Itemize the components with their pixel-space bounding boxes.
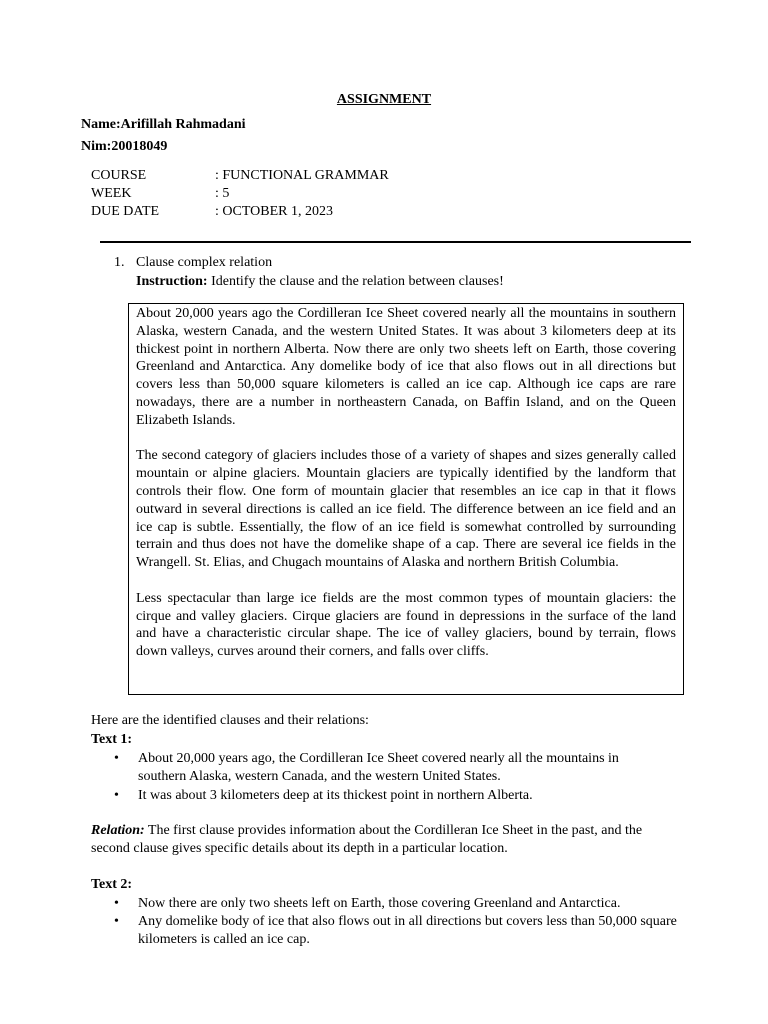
answers-intro: Here are the identified clauses and their relations: <box>91 713 369 728</box>
instruction-text: Identify the clause and the relation between clauses! <box>207 274 504 289</box>
text1-relation <box>91 822 676 858</box>
passage-paragraph-1: About 20,000 years ago the Cordilleran Ice Sheet covered nearly all the mountains in southern Alaska, western Canada, and the western United States. It was about 3 kilometers deep at its thickest point in northern Alberta. Now there are only two sheets left on Earth, those covering Greenland and Antarctica. Any domelike body of ice that also flows out in all directions but covers less than 50,000 square kilometers is called an ice cap. Although ice caps are rare nowadays, there are a number in northeastern Canada, on Baffin Island, and on the Queen Elizabeth Islands. <box>136 306 676 428</box>
text2-heading: Text 2: <box>91 877 133 892</box>
student-name: Name:Arifillah Rahmadani <box>81 117 246 132</box>
list-item <box>114 913 677 949</box>
list-item <box>114 787 674 805</box>
student-nim: Nim:20018049 <box>81 139 168 154</box>
meta-label: WEEK <box>91 186 132 201</box>
assignment-title: ASSIGNMENT <box>336 92 432 107</box>
meta-label: COURSE <box>91 168 147 183</box>
bullet-icon: • <box>114 788 119 803</box>
relation-label: Relation: <box>91 823 145 838</box>
meta-label: DUE DATE <box>91 204 160 219</box>
passage-paragraph-2: The second category of glaciers includes those of a variety of shapes and sizes generally called mountain or alpine glaciers. Mountain glaciers are typically identified by the landform that controls their flow. One form of mountain glacier that resembles an ice cap in that it flows outward in several directions is called an ice field. The difference between an ice field and an ice cap is subtle. Essentially, the flow of an ice field is somewhat controlled by surrounding terrain and thus does not have the domelike shape of a cap. There are several ice fields in the Wrangell. St. Elias, and Chugach mountains of Alaska and northern British Columbia. <box>136 448 676 571</box>
relation-text: The first clause provides information about the Cordilleran Ice Sheet in the past, and the second clause gives specific details about its depth in a particular location. <box>91 823 643 856</box>
section-number: 1. <box>114 255 125 270</box>
meta-value: : FUNCTIONAL GRAMMAR <box>215 168 389 183</box>
bullet-icon: • <box>114 751 119 766</box>
meta-value: : OCTOBER 1, 2023 <box>215 204 333 219</box>
list-item <box>114 750 674 786</box>
horizontal-rule <box>100 241 691 243</box>
list-item-text: Now there are only two sheets left on Earth, those covering Greenland and Antarctica. <box>138 896 621 911</box>
passage-paragraph-3: Less spectacular than large ice fields are the most common types of mountain glaciers: the cirque and valley glaciers. Cirque glaciers are found in depressions in the surface of the land and have a characteristic circular shape. The ice of valley glaciers, bound by terrain, flows down valleys, curves around their corners, and falls over cliffs. <box>136 590 676 660</box>
list-item-text: It was about 3 kilometers deep at its thickest point in northern Alberta. <box>138 788 533 803</box>
list-item-text: Any domelike body of ice that also flows out in all directions but covers less than 50,000 square kilometers is called an ice cap. <box>138 914 677 947</box>
bullet-icon: • <box>114 914 119 929</box>
list-item-text: About 20,000 years ago, the Cordilleran Ice Sheet covered nearly all the mountains in southern Alaska, western Canada, and the western United States. <box>138 751 619 784</box>
list-item <box>114 895 674 913</box>
instruction-label: Instruction: <box>136 274 208 289</box>
text1-heading: Text 1: <box>91 732 133 747</box>
meta-value: : 5 <box>215 186 230 201</box>
instruction <box>136 274 504 290</box>
section-heading: Clause complex relation <box>136 255 273 270</box>
passage-box <box>128 303 684 695</box>
bullet-icon: • <box>114 896 119 911</box>
